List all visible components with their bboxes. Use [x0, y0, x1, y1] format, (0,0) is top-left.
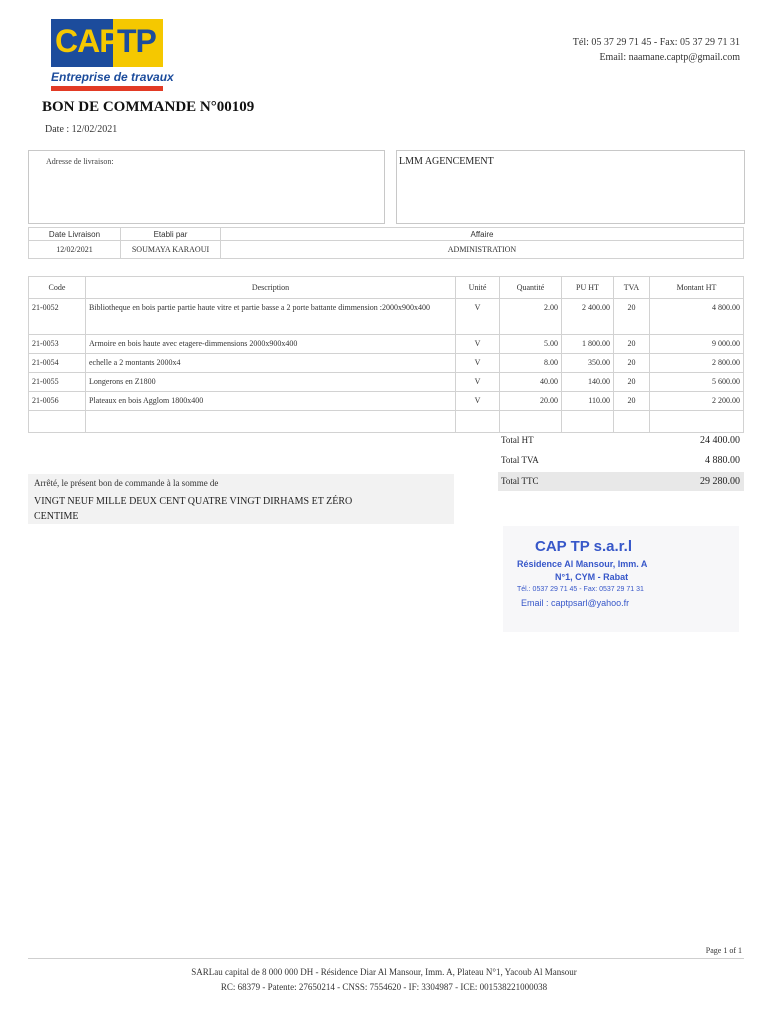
cell-amount: 2 800.00	[650, 354, 744, 373]
cell-description: echelle a 2 montants 2000x4	[86, 354, 456, 373]
cell-unit-price: 1 800.00	[562, 335, 614, 354]
cell-description: Plateaux en bois Agglom 1800x400	[86, 392, 456, 411]
table-row	[29, 354, 744, 373]
cell-tva: 20	[614, 335, 650, 354]
total-tva-label: Total TVA	[501, 455, 539, 465]
logo-word-tp: TP	[117, 23, 156, 59]
total-ttc-value: 29 280.00	[700, 476, 740, 487]
cell-amount: 5 600.00	[650, 373, 744, 392]
total-ht-row	[498, 431, 744, 450]
amount-in-words-box	[28, 474, 454, 524]
cell-tva: 20	[614, 373, 650, 392]
amount-intro: Arrêté, le présent bon de commande à la somme de	[34, 478, 219, 488]
cell-code: 21-0053	[29, 335, 86, 354]
cell-unit: V	[456, 373, 500, 392]
cell-unit-price: 140.00	[562, 373, 614, 392]
cell-code: 21-0054	[29, 354, 86, 373]
cell-tva: 20	[614, 392, 650, 411]
total-ttc-row	[498, 472, 744, 491]
amount-in-words: VINGT NEUF MILLE DEUX CENT QUATRE VINGT DIRHAMS ET ZÉRO CENTIME	[34, 496, 353, 522]
total-tva-row	[498, 451, 744, 470]
contact-email: Email: naamane.captp@gmail.com	[599, 52, 740, 63]
table-row	[29, 373, 744, 392]
contact-phone: Tél: 05 37 29 71 45 - Fax: 05 37 29 71 31	[572, 37, 740, 48]
stamp-line-email: Email : captpsarl@yahoo.fr	[521, 598, 630, 608]
cell-code: 21-0056	[29, 392, 86, 411]
cell-unit: V	[456, 299, 500, 335]
cell-quantity: 8.00	[500, 354, 562, 373]
column-header-tva: TVA	[614, 277, 650, 299]
cell-unit-price: 350.00	[562, 354, 614, 373]
client-box	[396, 150, 745, 224]
cell-quantity: 5.00	[500, 335, 562, 354]
cell-quantity: 40.00	[500, 373, 562, 392]
cell-quantity: 2.00	[500, 299, 562, 335]
cell-description: Bibliotheque en bois partie partie haute vitre et partie basse a 2 porte battante dimmension :2000x900x400	[86, 299, 456, 335]
cell-unit: V	[456, 335, 500, 354]
footer-divider	[28, 958, 744, 959]
total-ht-value: 24 400.00	[700, 435, 740, 446]
document-title: BON DE COMMANDE N°00109	[42, 99, 255, 115]
column-header-quantity: Quantité	[500, 277, 562, 299]
empty-table-row	[29, 411, 744, 433]
column-header-code: Code	[29, 277, 86, 299]
stamp-line-address: Résidence Al Mansour, Imm. A	[517, 559, 648, 569]
total-ht-label: Total HT	[501, 435, 534, 445]
cell-unit: V	[456, 392, 500, 411]
column-header-description: Description	[86, 277, 456, 299]
cell-tva: 20	[614, 299, 650, 335]
company-logo	[51, 19, 174, 93]
column-header-unit: Unité	[456, 277, 500, 299]
cell-amount: 4 800.00	[650, 299, 744, 335]
info-value-date: 12/02/2021	[29, 241, 121, 259]
table-row	[29, 392, 744, 411]
items-table	[28, 276, 744, 433]
cell-unit-price: 110.00	[562, 392, 614, 411]
cell-quantity: 20.00	[500, 392, 562, 411]
delivery-address-label: Adresse de livraison:	[46, 157, 114, 166]
stamp-line-company: CAP TP s.a.r.l	[535, 538, 632, 555]
total-ttc-label: Total TTC	[501, 476, 539, 486]
footer-legal-line-1: SARLau capital de 8 000 000 DH - Résidence Diar Al Mansour, Imm. A, Plateau N°1, Yacoub Al Mansour	[191, 967, 577, 977]
footer-legal-line-2: RC: 68379 - Patente: 27650214 - CNSS: 7554620 - IF: 3304987 - ICE: 001538221000038	[220, 982, 548, 992]
column-header-unit-price: PU HT	[562, 277, 614, 299]
info-value-affair: ADMINISTRATION	[221, 241, 744, 259]
logo-tagline: Entreprise de travaux	[51, 70, 174, 84]
info-header-affair: Affaire	[221, 228, 744, 241]
cell-description: Longerons en Z1800	[86, 373, 456, 392]
order-info-table	[28, 227, 744, 259]
table-row	[29, 335, 744, 354]
cell-code: 21-0052	[29, 299, 86, 335]
info-header-date: Date Livraison	[29, 228, 121, 241]
client-name: LMM AGENCEMENT	[399, 156, 494, 167]
cell-description: Armoire en bois haute avec etagere-dimmensions 2000x900x400	[86, 335, 456, 354]
document-date: Date : 12/02/2021	[45, 124, 118, 135]
table-row	[29, 299, 744, 335]
logo-word-cap: CAP	[55, 23, 120, 59]
page-number: Page 1 of 1	[705, 946, 742, 955]
cell-amount: 9 000.00	[650, 335, 744, 354]
stamp-line-phone: Tél.: 0537 29 71 45 - Fax: 0537 29 71 31	[517, 586, 644, 593]
cell-amount: 2 200.00	[650, 392, 744, 411]
info-header-author: Etabli par	[121, 228, 221, 241]
company-stamp	[503, 526, 739, 632]
delivery-address-box	[28, 150, 385, 224]
total-tva-value: 4 880.00	[705, 455, 740, 466]
column-header-amount: Montant HT	[650, 277, 744, 299]
cell-unit: V	[456, 354, 500, 373]
info-value-author: SOUMAYA KARAOUI	[121, 241, 221, 259]
cell-code: 21-0055	[29, 373, 86, 392]
items-header-row	[29, 277, 744, 299]
cell-tva: 20	[614, 354, 650, 373]
cell-unit-price: 2 400.00	[562, 299, 614, 335]
stamp-line-city: N°1, CYM - Rabat	[555, 572, 629, 582]
